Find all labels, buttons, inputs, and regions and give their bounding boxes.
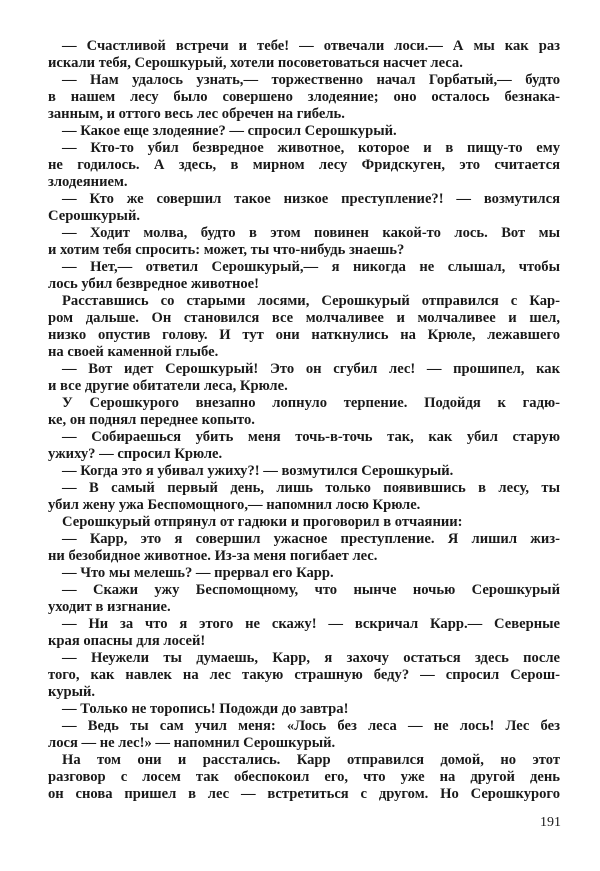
text-line: того, как навлек на лес такую страшную беду? — спросил Серош- bbox=[48, 667, 560, 683]
text-line: уходит в изгнание. bbox=[48, 599, 171, 615]
paragraph bbox=[48, 225, 560, 259]
text-line: — В самый первый день, лишь только появившись в лесу, ты bbox=[62, 480, 560, 496]
text-line: ужиху? — спросил Крюле. bbox=[48, 446, 223, 462]
text-line: лося — не лес!» — напомнил Серошкурый. bbox=[48, 735, 336, 751]
paragraph bbox=[48, 72, 560, 123]
text-line: — Когда это я убивал ужиху?! — возмутился Серошкурый. bbox=[62, 463, 454, 479]
text-line: — Ведь ты сам учил меня: «Лось без леса — не лось! Лес без bbox=[62, 718, 560, 734]
text-line: — Кто же совершил такое низкое преступление?! — возмутился bbox=[62, 191, 560, 207]
paragraph bbox=[48, 38, 560, 72]
paragraph bbox=[48, 650, 560, 701]
text-line: — Ходит молва, будто в этом повинен какой-то лось. Вот мы bbox=[62, 225, 560, 241]
text-line: ке, он поднял переднее копыто. bbox=[48, 412, 255, 428]
text-line: на своей каменной глыбе. bbox=[48, 344, 219, 360]
text-line: ром дальше. Он становился все молчаливее и молчаливее и шел, bbox=[48, 310, 560, 326]
text-line: Серошкурый. bbox=[48, 208, 140, 224]
paragraph bbox=[48, 565, 560, 582]
text-line: в нашем лесу было совершено злодеяние; оно осталось безнака- bbox=[48, 89, 560, 105]
page-number: 191 bbox=[540, 815, 561, 830]
text-line: и все другие обитатели леса, Крюле. bbox=[48, 378, 288, 394]
text-line: курый. bbox=[48, 684, 96, 700]
text-line: — Счастливой встречи и тебе! — отвечали лоси.— А мы как раз bbox=[62, 38, 560, 54]
paragraph bbox=[48, 480, 560, 514]
text-line: края опасны для лосей! bbox=[48, 633, 206, 649]
paragraph bbox=[48, 293, 560, 361]
paragraph bbox=[48, 191, 560, 225]
text-line: разговор с лосем так обеспокоил его, что уже на другой день bbox=[48, 769, 560, 785]
paragraph bbox=[48, 140, 560, 191]
paragraph bbox=[48, 752, 560, 803]
paragraph bbox=[48, 259, 560, 293]
text-line: У Серошкурого внезапно лопнуло терпение. Подойдя к гадю- bbox=[62, 395, 560, 411]
text-line: занным, и оттого весь лес обречен на гибель. bbox=[48, 106, 345, 122]
text-line: — Ни за что я этого не скажу! — вскричал Карр.— Северные bbox=[62, 616, 560, 632]
text-line: — Вот идет Серошкурый! Это он сгубил лес! — прошипел, как bbox=[62, 361, 560, 377]
text-line: — Нам удалось узнать,— торжественно начал Горбатый,— будто bbox=[62, 72, 560, 88]
text-line: Серошкурый отпрянул от гадюки и проговорил в отчаянии: bbox=[62, 514, 463, 530]
text-line: — Только не торопись! Подожди до завтра! bbox=[62, 701, 349, 717]
text-line: низко опустив голову. И тут они наткнулись на Крюле, лежавшего bbox=[48, 327, 560, 343]
text-line: Расставшись со старыми лосями, Серошкурый отправился с Кар- bbox=[62, 293, 560, 309]
paragraph bbox=[48, 701, 560, 718]
text-line: и хотим тебя спросить: может, ты что-нибудь знаешь? bbox=[48, 242, 405, 258]
text-line: — Собираешься убить меня точь-в-точь так, как убил старую bbox=[62, 429, 560, 445]
paragraph bbox=[48, 616, 560, 650]
text-line: лось убил безвредное животное! bbox=[48, 276, 260, 292]
text-line: искали тебя, Серошкурый, хотели посоветоваться насчет леса. bbox=[48, 55, 463, 71]
book-page-text bbox=[48, 38, 560, 803]
paragraph bbox=[48, 123, 560, 140]
text-line: — Кто-то убил безвредное животное, которое и в пищу-то ему bbox=[62, 140, 560, 156]
text-line: На том они и расстались. Карр отправился домой, но этот bbox=[62, 752, 560, 768]
paragraph bbox=[48, 718, 560, 752]
paragraph bbox=[48, 582, 560, 616]
text-line: — Что мы мелешь? — прервал его Карр. bbox=[62, 565, 334, 581]
paragraph bbox=[48, 463, 560, 480]
paragraph bbox=[48, 429, 560, 463]
text-line: не годилось. А здесь, в мирном лесу Фридскуген, это считается bbox=[48, 157, 560, 173]
text-line: — Неужели ты думаешь, Карр, я захочу остаться здесь после bbox=[62, 650, 560, 666]
text-line: он снова пришел в лес — встретиться с другом. Но Серошкурого bbox=[48, 786, 560, 802]
text-line: ни безобидное животное. Из-за меня погибает лес. bbox=[48, 548, 378, 564]
paragraph bbox=[48, 531, 560, 565]
text-line: — Нет,— ответил Серошкурый,— я никогда не слышал, чтобы bbox=[62, 259, 560, 275]
paragraph bbox=[48, 361, 560, 395]
paragraph bbox=[48, 514, 560, 531]
text-line: убил жену ужа Беспомощного,— напомнил лосю Крюле. bbox=[48, 497, 421, 513]
text-line: — Скажи ужу Беспомощному, что нынче ночью Серошкурый bbox=[62, 582, 560, 598]
paragraph bbox=[48, 395, 560, 429]
text-line: — Какое еще злодеяние? — спросил Серошкурый. bbox=[62, 123, 397, 139]
text-line: — Карр, это я совершил ужасное преступление. Я лишил жиз- bbox=[62, 531, 560, 547]
text-line: злодеянием. bbox=[48, 174, 128, 190]
